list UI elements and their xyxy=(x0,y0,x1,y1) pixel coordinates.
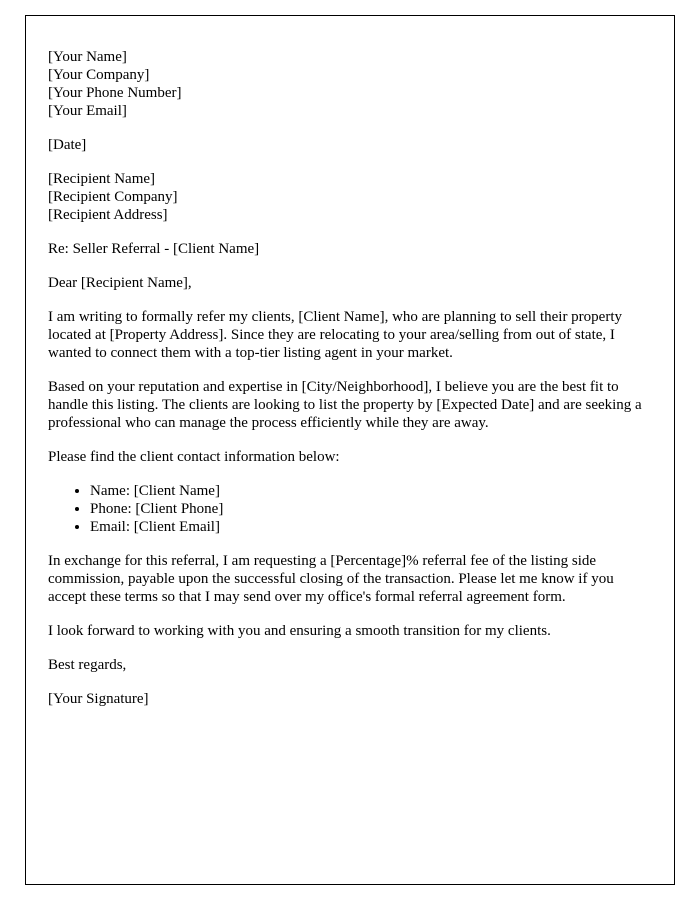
subject-line: Re: Seller Referral - [Client Name] xyxy=(48,241,260,257)
date-line: [Date] xyxy=(48,137,87,153)
recipient-company: [Recipient Company] xyxy=(48,189,178,205)
sender-block xyxy=(48,48,652,120)
closing: Best regards, xyxy=(48,657,127,673)
sender-email: [Your Email] xyxy=(48,103,127,119)
client-contact-list xyxy=(48,482,652,536)
sender-phone: [Your Phone Number] xyxy=(48,85,182,101)
paragraph-contact-lead: Please find the client contact information below: xyxy=(48,449,340,465)
paragraph-referral-fee: In exchange for this referral, I am requesting a [Percentage]% referral fee of the listing side commission, payable upon the successful closing of the transaction. Please let me know if you accept these terms so that I may send over my office's formal referral agreement form. xyxy=(48,553,614,605)
recipient-block xyxy=(48,170,652,224)
recipient-address: [Recipient Address] xyxy=(48,207,168,223)
recipient-name: [Recipient Name] xyxy=(48,171,156,187)
letter-content xyxy=(26,16,674,744)
salutation: Dear [Recipient Name], xyxy=(48,275,192,291)
client-phone-item: • Phone: [Client Phone] xyxy=(90,500,652,518)
paragraph-lookforward: I look forward to working with you and ensuring a smooth transition for my clients. xyxy=(48,623,551,639)
paragraph-reputation: Based on your reputation and expertise in [City/Neighborhood], I believe you are the best fit to handle this listing. The clients are looking to list the property by [Expected Date] and are seeking a professional who can manage the process efficiently while they are away. xyxy=(48,379,642,431)
client-email-item: • Email: [Client Email] xyxy=(90,518,652,536)
letter-page xyxy=(25,15,675,885)
signature: [Your Signature] xyxy=(48,691,149,707)
client-name-item: • Name: [Client Name] xyxy=(90,482,652,500)
sender-name: [Your Name] xyxy=(48,49,127,65)
sender-company: [Your Company] xyxy=(48,67,150,83)
paragraph-intro: I am writing to formally refer my clients, [Client Name], who are planning to sell their property located at [Property Address]. Since they are relocating to your area/selling from out of state, I wanted to connect them with a top-tier listing agent in your market. xyxy=(48,309,622,361)
